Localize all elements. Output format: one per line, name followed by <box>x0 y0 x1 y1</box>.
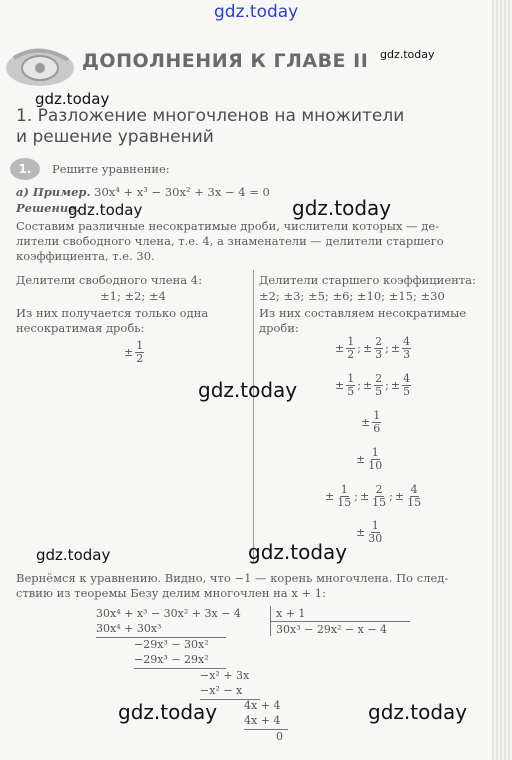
fraction-separator: ; <box>389 490 393 503</box>
fraction-numerator: 1 <box>347 372 355 385</box>
watermark-1: gdz.today <box>380 48 435 61</box>
fraction-denominator: 15 <box>337 496 352 509</box>
fraction-separator: ; <box>354 490 358 503</box>
fraction-sign: ± <box>390 342 401 355</box>
intro-line1: Составим различные несократимые дроби, числители которых — де- <box>16 219 440 233</box>
fraction <box>374 336 383 361</box>
watermark-7: gdz.today <box>248 540 348 564</box>
fraction-numerator: 4 <box>410 483 418 496</box>
fraction-sign: ± <box>390 379 401 392</box>
division-step-6: 4x + 4 <box>244 699 281 712</box>
fraction-numerator: 1 <box>340 483 348 496</box>
intro-line3: коэффициента, т.е. 30. <box>16 249 155 263</box>
watermark-4: gdz.today <box>292 196 392 220</box>
chapter-title: ДОПОЛНЕНИЯ К ГЛАВЕ II <box>82 50 369 72</box>
fraction-denominator: 5 <box>347 385 355 398</box>
page-edge <box>492 0 512 760</box>
fraction-denominator: 5 <box>403 385 411 398</box>
fraction <box>372 410 381 435</box>
fraction-sign: ± <box>362 379 373 392</box>
left-line2: несократимая дробь: <box>16 321 145 335</box>
fraction <box>367 447 383 472</box>
division-remainder: 0 <box>276 730 283 743</box>
division-divisor: x + 1 <box>276 607 306 620</box>
fraction-numerator: 2 <box>375 372 383 385</box>
fraction-sign: ± <box>361 416 371 429</box>
watermark-8: gdz.today <box>118 700 218 724</box>
section-title-line2: и решение уравнений <box>16 127 214 147</box>
left-heading: Делители свободного члена 4: <box>16 273 202 287</box>
division-step-1: 30x⁴ + 30x³ <box>96 622 162 635</box>
fraction-separator: ; <box>357 379 361 392</box>
left-fraction <box>124 340 144 365</box>
fraction-denominator: 6 <box>373 422 381 435</box>
fraction <box>374 373 383 398</box>
fraction-row-6 <box>356 520 383 545</box>
fraction-row-4 <box>356 447 383 472</box>
chapter-logo <box>4 44 78 88</box>
fraction-sign: ± <box>356 453 366 466</box>
fraction-numerator: 4 <box>403 335 411 348</box>
fraction-row-5 <box>325 484 422 509</box>
division-step-4: −x² + 3x <box>200 669 250 682</box>
watermark-3: gdz.today <box>68 201 143 219</box>
fraction-numerator: 1 <box>136 339 144 352</box>
division-step-2: −29x³ − 30x² <box>134 638 209 651</box>
task-part <box>16 185 270 200</box>
division-step-7: 4x + 4 <box>244 714 281 727</box>
fraction-denominator: 15 <box>407 496 422 509</box>
conclusion-line2: ствию из теоремы Безу делим многочлен на x + 1: <box>16 586 326 600</box>
fraction <box>406 484 422 509</box>
fraction-denominator: 2 <box>136 352 144 365</box>
intro-line2: лители свободного члена, т.е. 4, а знаменатели — делители старшего <box>16 234 444 248</box>
watermark-6: gdz.today <box>36 546 111 564</box>
task-equation: 30x⁴ + x³ − 30x² + 3x − 4 = 0 <box>94 185 270 199</box>
right-divisors: ±2; ±3; ±5; ±6; ±10; ±15; ±30 <box>259 289 445 303</box>
fraction-numerator: 1 <box>371 446 379 459</box>
right-line2: дроби: <box>259 321 299 335</box>
fraction-sign: ± <box>362 342 373 355</box>
fraction-sign: ± <box>325 490 335 503</box>
fraction-separator: ; <box>357 342 361 355</box>
division-dividend: 30x⁴ + x³ − 30x² + 3x − 4 <box>96 607 241 620</box>
fraction-row-1 <box>335 336 411 361</box>
watermark-5: gdz.today <box>198 378 298 402</box>
fraction-numerator: 4 <box>403 372 411 385</box>
watermark-top: gdz.today <box>214 2 299 22</box>
fraction-denominator: 5 <box>375 385 383 398</box>
fraction-separator: ; <box>385 379 389 392</box>
division-step-3: −29x³ − 29x² <box>134 653 209 666</box>
fraction-denominator: 3 <box>375 348 383 361</box>
fraction-denominator: 10 <box>368 459 383 472</box>
fraction-sign: ± <box>124 346 134 359</box>
left-divisors: ±1; ±2; ±4 <box>100 289 166 303</box>
fraction-sign: ± <box>335 342 345 355</box>
fraction-numerator: 1 <box>373 409 381 422</box>
fraction <box>371 484 387 509</box>
section-title-line1: 1. Разложение многочленов на множители <box>16 106 405 126</box>
fraction-separator: ; <box>385 342 389 355</box>
fraction-denominator: 30 <box>368 532 383 545</box>
watermark-2: gdz.today <box>35 90 110 108</box>
fraction <box>402 373 411 398</box>
fraction-row-2 <box>335 373 411 398</box>
task-prompt: Решите уравнение: <box>52 162 170 176</box>
fraction-numerator: 1 <box>347 335 355 348</box>
task-number-badge: 1. <box>10 158 40 180</box>
fraction-numerator: 1 <box>371 519 379 532</box>
fraction-denominator: 15 <box>372 496 387 509</box>
column-divider <box>253 270 254 562</box>
fraction-row-3 <box>361 410 381 435</box>
task-part-label: а) Пример. <box>16 185 91 199</box>
conclusion-line1: Вернёмся к уравнению. Видно, что −1 — корень многочлена. По след- <box>16 571 449 585</box>
fraction <box>346 373 355 398</box>
watermark-9: gdz.today <box>368 700 468 724</box>
fraction-denominator: 3 <box>403 348 411 361</box>
fraction-sign: ± <box>356 526 366 539</box>
fraction-sign: ± <box>335 379 345 392</box>
left-line1: Из них получается только одна <box>16 306 209 320</box>
fraction-sign: ± <box>359 490 370 503</box>
right-line1: Из них составляем несократимые <box>259 306 467 320</box>
division-quotient: 30x³ − 29x² − x − 4 <box>276 623 388 636</box>
division-quotient-line <box>270 621 410 622</box>
right-heading: Делители старшего коэффициента: <box>259 273 476 287</box>
fraction-sign: ± <box>394 490 405 503</box>
fraction <box>135 340 144 365</box>
fraction-numerator: 2 <box>375 483 383 496</box>
fraction-denominator: 2 <box>347 348 355 361</box>
division-step-5: −x² − x <box>200 684 243 697</box>
fraction-numerator: 2 <box>375 335 383 348</box>
fraction <box>367 520 383 545</box>
fraction <box>336 484 352 509</box>
fraction <box>346 336 355 361</box>
solution-label: Решение. <box>16 201 80 215</box>
fraction <box>402 336 411 361</box>
